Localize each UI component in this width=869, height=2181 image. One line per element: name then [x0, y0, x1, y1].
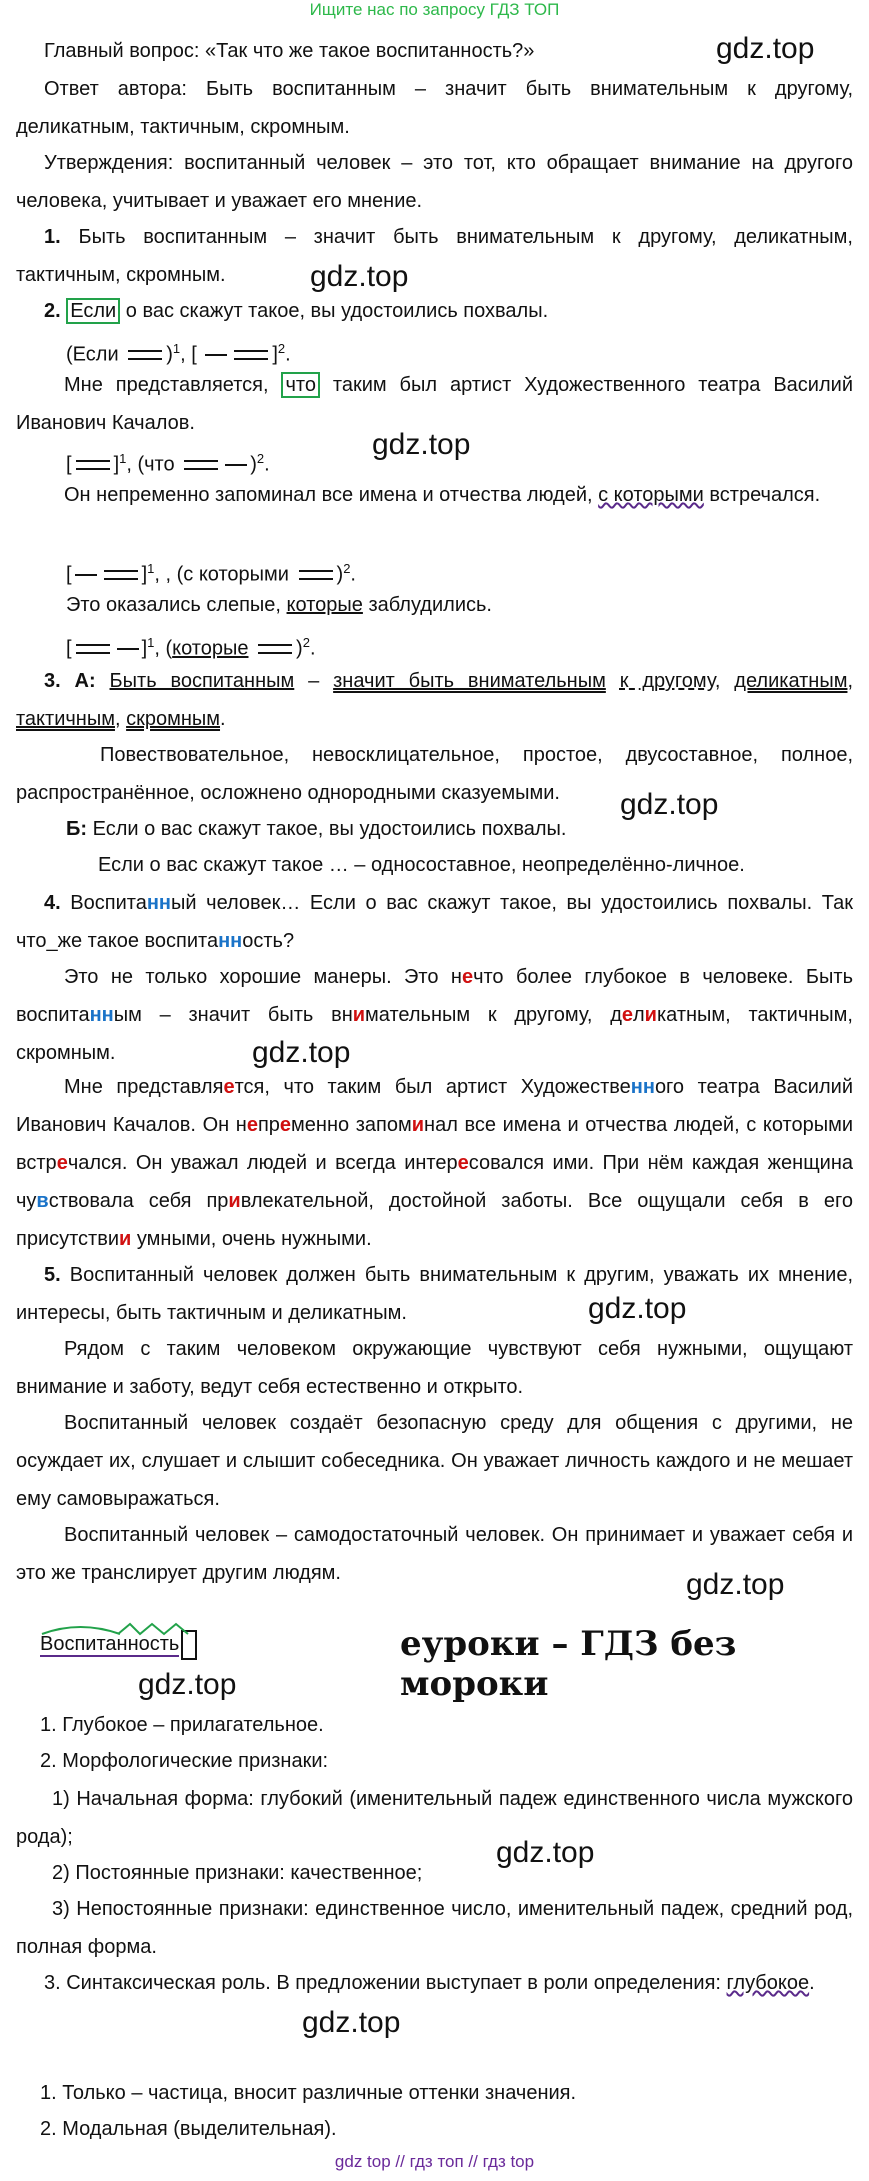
search-banner[interactable]: Ищите нас по запросу ГДЗ ТОП: [309, 0, 560, 19]
watermark: gdz.top: [372, 428, 471, 461]
morpheme-marks: [40, 1620, 190, 1636]
watermark: gdz.top: [686, 1568, 785, 1601]
scheme-2: [ ]$^1$, (что )$^2$.: [66, 451, 270, 476]
task-2-sentence-3: Он непременно запоминал все имена и отчества людей, с которыми встречался.: [64, 484, 821, 506]
main-question: Главный вопрос: «Так что же такое воспитанность?»: [44, 40, 535, 62]
author-answer: Ответ автора: Быть воспитанным – значит быть внимательным к другому, деликатным, тактичным, скромным.: [16, 78, 853, 138]
particle-item-1: 1. Только – частица, вносит различные оттенки значения.: [40, 2082, 577, 2104]
task-5-p1: 5. Воспитанный человек должен быть внимательным к другим, уважать их мнение, интересы, быть тактичным и деликатным.: [16, 1264, 854, 1324]
task-4-p3: Мне представляется, что таким был артист Художественного театра Василий Иванович Качалов. Он непременно запоминал все имена и отчества людей, с которыми встречался. Он уважал людей и всегда интересовался ими. При нём каждая женщина чувствовала себя привлекательной, достойной заботы. Все ощущали себя в его присутствии умными, очень нужными.: [16, 1076, 854, 1250]
analysis-item-2-3: 3) Непостоянные признаки: единственное число, именительный падеж, средний род, полная форма.: [16, 1898, 853, 1958]
task-3-description: Повествовательное, невосклицательное, простое, двусоставное, полное, распространённое, осложнено однородными сказуемыми.: [16, 744, 853, 804]
particle-item-2: 2. Модальная (выделительная).: [40, 2118, 337, 2140]
task-2-sentence-4: Это оказались слепые, которые заблудились.: [66, 594, 492, 616]
task-3-b: Б: Если о вас скажут такое, вы удостоились похвалы.: [66, 818, 567, 840]
watermark: gdz.top: [302, 2006, 401, 2039]
analysis-item-2: 2. Морфологические признаки:: [40, 1750, 329, 1772]
task-4-p1: 4. Воспитанный человек… Если о вас скажут такое, вы удостоились похвалы. Так что_же такое воспитанность?: [16, 892, 853, 952]
watermark: gdz.top: [588, 1292, 687, 1325]
watermark: gdz.top: [138, 1668, 237, 1701]
footer-links[interactable]: gdz top // гдз топ // гдз top: [334, 2152, 535, 2171]
analysis-item-3: 3. Синтаксическая роль. В предложении выступает в роли определения: глубокое.: [44, 1972, 815, 1994]
task-5-p4: Воспитанный человек – самодостаточный человек. Он принимает и уважает себя и это же транслирует другим людям.: [16, 1524, 853, 1584]
watermark: gdz.top: [620, 788, 719, 821]
scheme-3: [ ]$^1$, , (с которыми )$^2$.: [66, 561, 356, 586]
task-2-sentence-1: 2. Если о вас скажут такое, вы удостоились похвалы.: [44, 300, 549, 322]
task-2-sentence-2: Мне представляется, что таким был артист Художественного театра Василий Иванович Качалов.: [16, 374, 853, 434]
claims: Утверждения: воспитанный человек – это тот, кто обращает внимание на другого человека, учитывает и уважает его мнение.: [16, 152, 853, 212]
watermark: gdz.top: [496, 1836, 595, 1869]
task-3-b-description: Если о вас скажут такое … – односоставное, неопределённо-личное.: [98, 854, 745, 876]
scheme-1: (Если )$^1$, [ ]$^2$.: [66, 341, 291, 366]
task-4-p2: Это не только хорошие манеры. Это нечто более глубокое в человеке. Быть воспитанным – значит быть внимательным к другому, деликатным, тактичным, скромным.: [16, 966, 853, 1064]
word-analysis: Воспитанность: [40, 1630, 197, 1660]
analysis-item-2-2: 2) Постоянные признаки: качественное;: [52, 1862, 423, 1884]
watermark: gdz.top: [310, 260, 409, 293]
task-5-p2: Рядом с таким человеком окружающие чувствуют себя нужными, ощущают внимание и заботу, ведут себя естественно и открыто.: [16, 1338, 853, 1398]
brand-slogan: еуроки – ГДЗ без мороки: [400, 1624, 737, 1704]
task-3-a: 3. А: Быть воспитанным – значит быть внимательным к другому, деликатным, тактичным, скромным.: [16, 670, 854, 730]
analysis-item-1: 1. Глубокое – прилагательное.: [40, 1714, 324, 1736]
watermark: gdz.top: [716, 32, 815, 65]
watermark: gdz.top: [252, 1036, 351, 1069]
analysis-item-2-1: 1) Начальная форма: глубокий (именительный падеж единственного числа мужского рода);: [16, 1788, 853, 1848]
scheme-4: [ ]$^1$, (которые )$^2$.: [66, 635, 316, 660]
task-5-p3: Воспитанный человек создаёт безопасную среду для общения с другими, не осуждает их, слушает и слышит собеседника. Он уважает личность каждого и не мешает ему самовыражаться.: [16, 1412, 853, 1510]
task-1: 1. Быть воспитанным – значит быть внимательным к другому, деликатным, тактичным, скромным.: [16, 226, 853, 286]
